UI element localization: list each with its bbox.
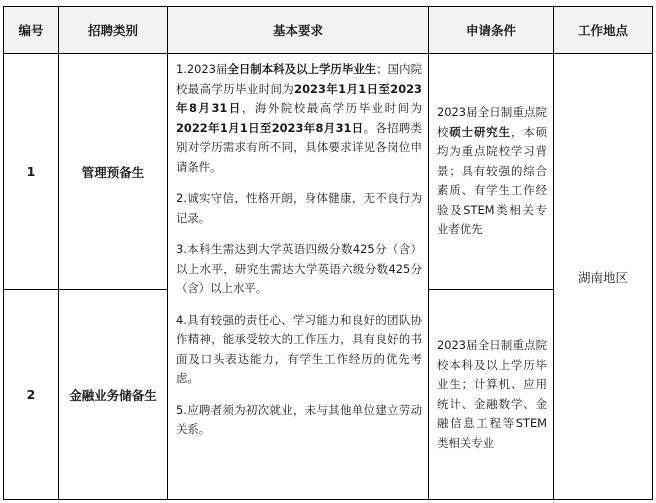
requirement-item: 2.诚实守信，性格开朗，身体健康，无不良行为记录。 [176, 191, 422, 225]
category-name: 管理预备生 [59, 54, 168, 290]
table-row [4, 54, 653, 290]
header-conditions: 申请条件 [429, 7, 554, 54]
row-number: 2 [4, 290, 59, 500]
row-number: 1 [4, 54, 59, 290]
header-row [4, 7, 653, 54]
header-category: 招聘类别 [59, 7, 168, 54]
conditions-cell [429, 290, 554, 500]
header-no: 编号 [4, 7, 59, 54]
header-location: 工作地点 [554, 7, 653, 54]
requirement-item: 5.应聘者须为初次就业，未与其他单位建立劳动关系。 [176, 402, 422, 436]
condition-text: 2023届全日制重点院校硕士研究生，本硕均为重点院校学习背景；具有较强的综合素质、有学生工作经验及STEM类相关专业者优先 [437, 105, 547, 237]
requirement-item: 1.2023届全日制本科及以上学历毕业生；国内院校最高学历毕业时间为2023年1月1日至2023年8月31日，海外院校最高学历毕业时间为2022年1月1日至2023年8月31日。各招聘类别对学历需求有所不同，具体要求详见各岗位申请条件。 [176, 62, 422, 174]
header-requirements: 基本要求 [168, 7, 429, 54]
condition-text: 2023届全日制重点院校本科及以上学历毕业生；计算机、应用统计、金融数学、金融信息工程等STEM类相关专业 [437, 338, 547, 450]
requirements-cell [168, 54, 429, 500]
recruitment-table [3, 6, 653, 500]
requirement-item: 3.本科生需达到大学英语四级分数425分（含）以上水平，研究生需达大学英语六级分数425分（含）以上水平。 [176, 242, 422, 295]
requirement-item: 4.具有较强的责任心、学习能力和良好的团队协作精神，能承受较大的工作压力，具有良好的书面及口头表达能力，有学生工作经历的优先考虑。 [176, 312, 422, 385]
conditions-cell [429, 54, 554, 290]
category-name: 金融业务储备生 [59, 290, 168, 500]
work-location: 湖南地区 [554, 54, 653, 500]
